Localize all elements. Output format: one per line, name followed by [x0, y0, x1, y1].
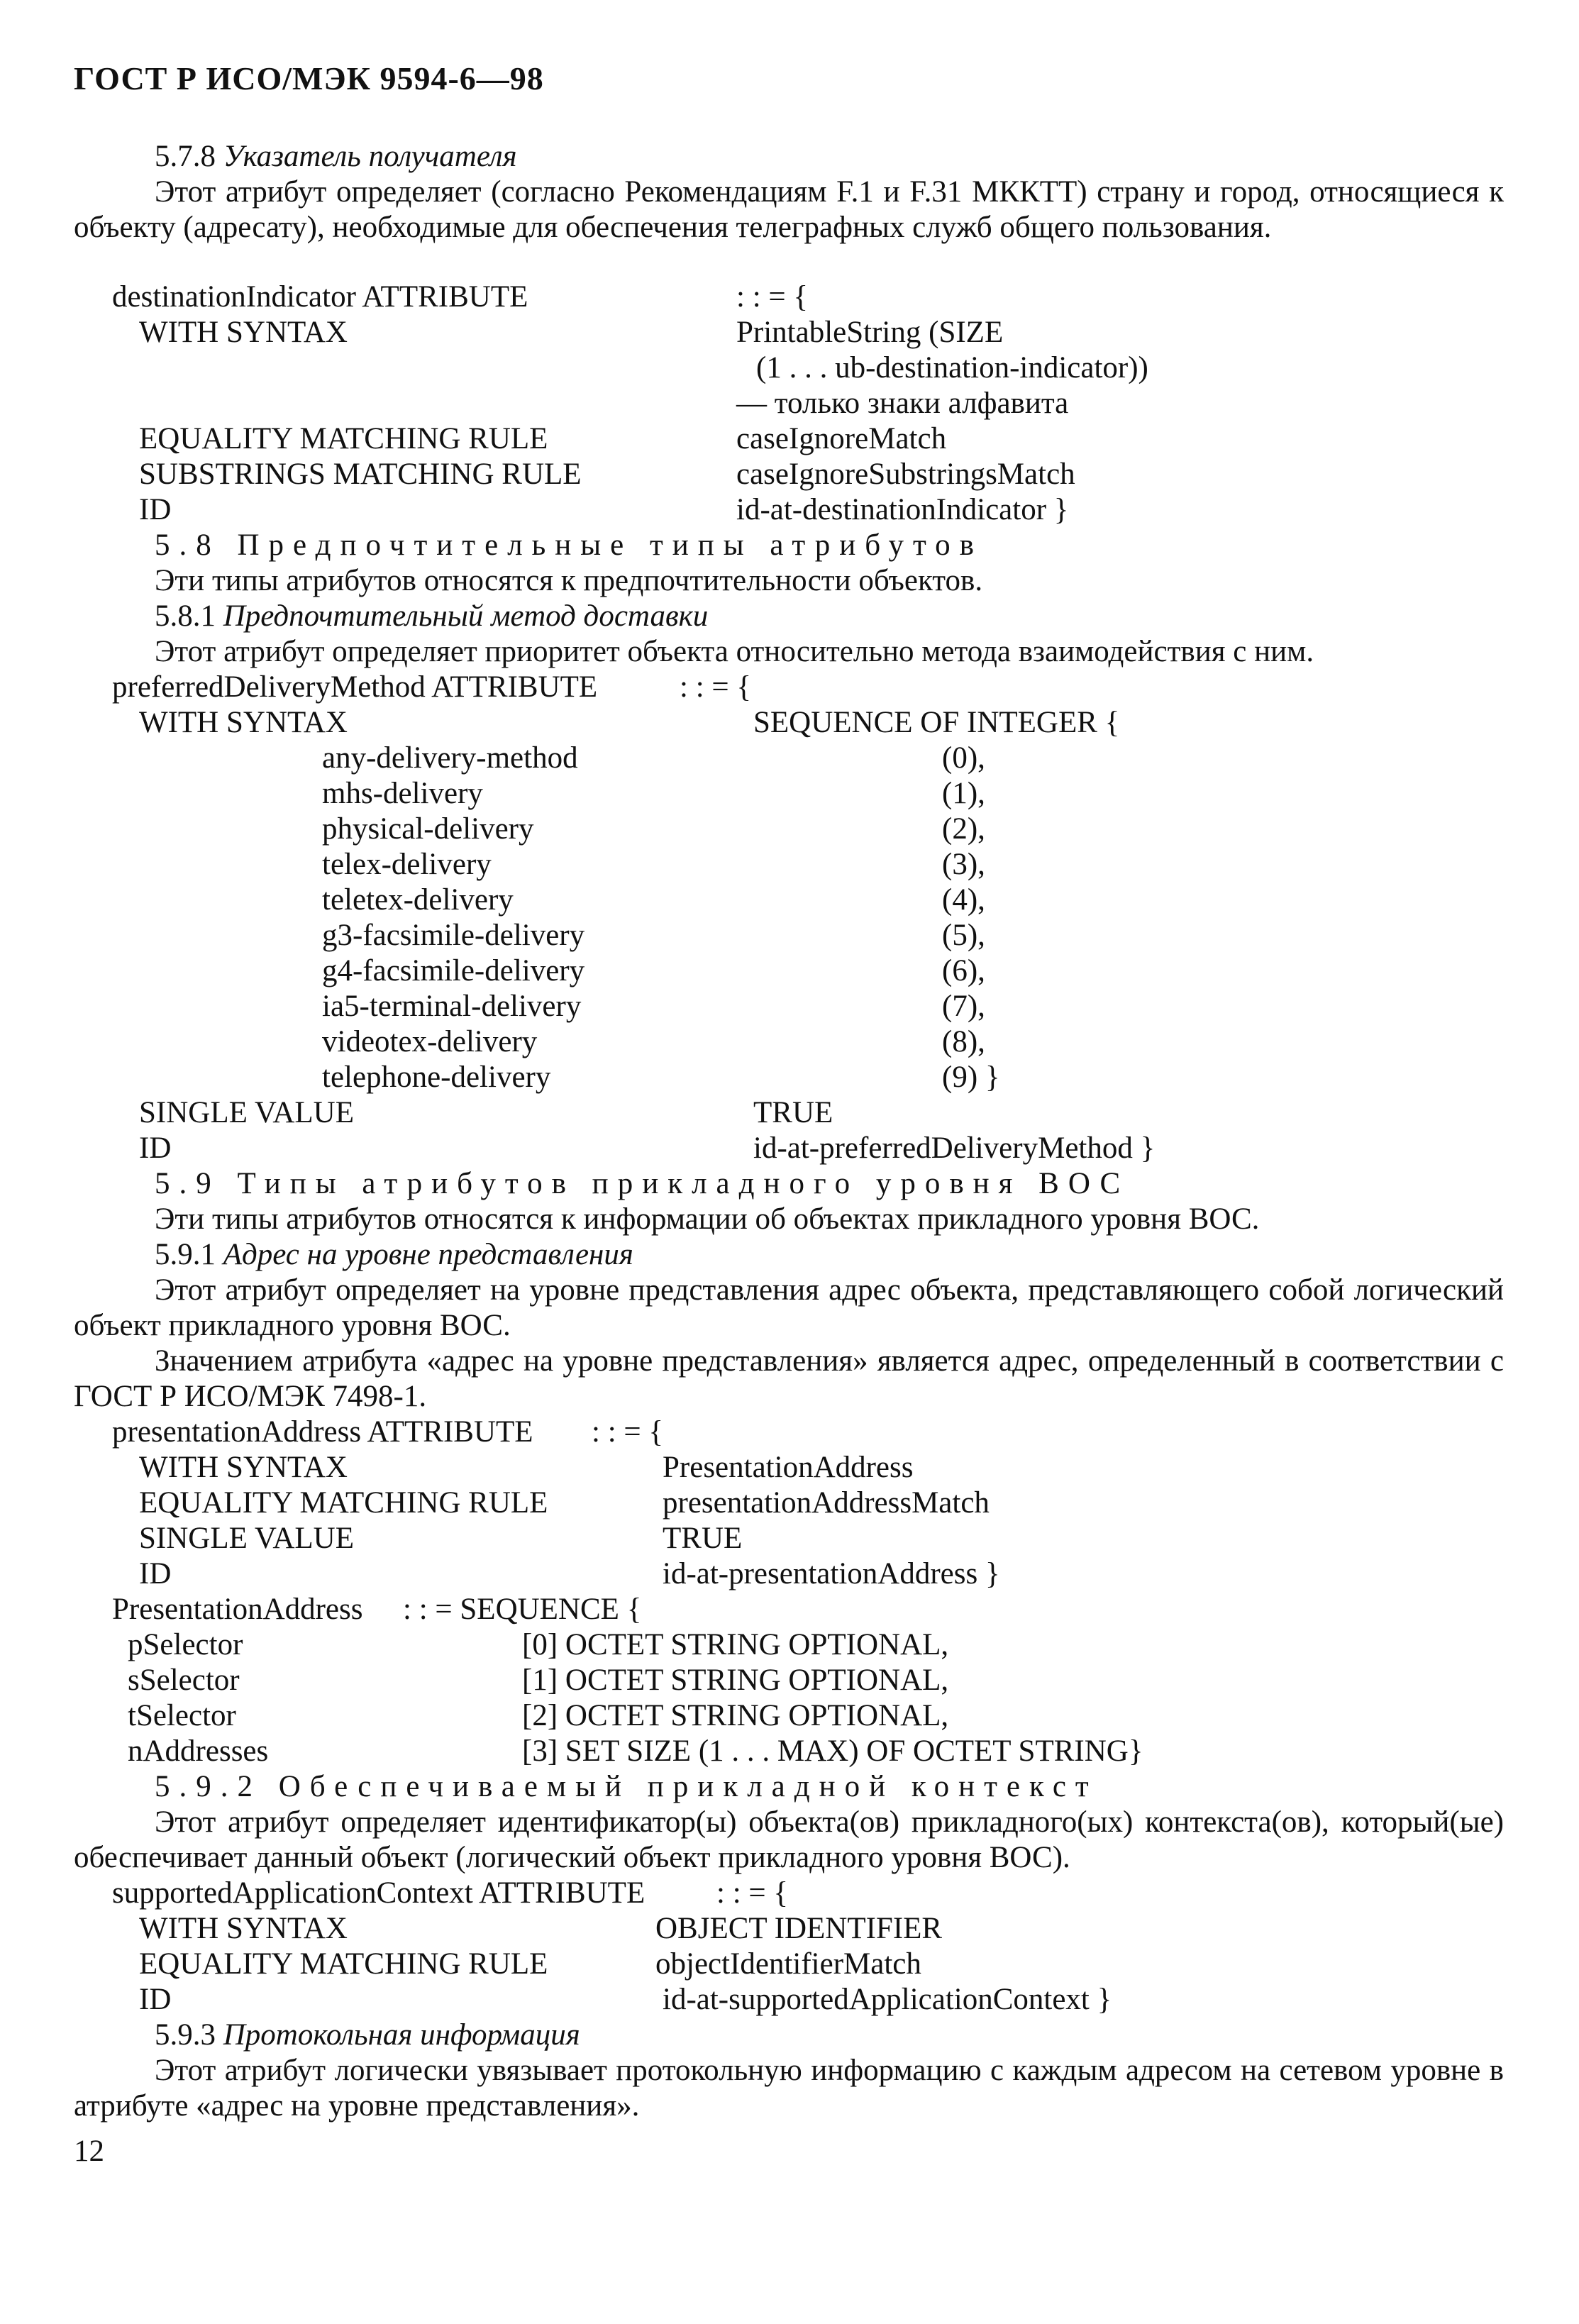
- paragraph-5-8-1: Этот атрибут определяет приоритет объекта относительно метода взаимодействия с ним.: [155, 635, 1314, 668]
- code-line: SINGLE VALUE: [139, 1522, 354, 1555]
- delivery-method-name: telex-delivery: [322, 848, 492, 881]
- paragraph-5-9-2: Этот атрибут определяет идентификатор(ы) объекта(ов) прикладного(ых) контекста(ов), который(ые) обеспечивает данный объект (логический объект прикладного уровня ВОС).: [74, 1805, 1504, 1874]
- code-line: ID: [139, 1557, 172, 1590]
- code-line: : : = SEQUENCE {: [403, 1593, 642, 1626]
- section-title: Указатель получателя: [223, 140, 517, 173]
- code-line: nAddresses: [128, 1734, 269, 1768]
- delivery-method-name: g4-facsimile-delivery: [322, 954, 585, 987]
- section-number: 5.9.1: [155, 1238, 223, 1271]
- code-line: — только знаки алфавита: [736, 387, 1069, 420]
- code-line: ID: [139, 1131, 172, 1165]
- delivery-method-value: (0),: [942, 741, 985, 775]
- section-heading-5-9-1: [155, 1237, 633, 1273]
- code-line: ID: [139, 1983, 172, 2016]
- delivery-method-value: (2),: [942, 812, 985, 846]
- code-line: id-at-supportedApplicationContext }: [663, 1983, 1112, 2016]
- code-line: SINGLE VALUE: [139, 1096, 354, 1129]
- code-line: [2] OCTET STRING OPTIONAL,: [522, 1699, 949, 1732]
- delivery-method-value: (1),: [942, 777, 985, 810]
- document-header: ГОСТ Р ИСО/МЭК 9594-6—98: [74, 60, 544, 96]
- code-line: pSelector: [128, 1628, 243, 1661]
- code-line: supportedApplicationContext ATTRIBUTE: [112, 1876, 646, 1910]
- code-line: presentationAddress ATTRIBUTE: [112, 1415, 533, 1449]
- delivery-method-name: g3-facsimile-delivery: [322, 919, 585, 952]
- delivery-method-name: any-delivery-method: [322, 741, 578, 775]
- delivery-method-value: (3),: [942, 848, 985, 881]
- delivery-method-name: telephone-delivery: [322, 1061, 551, 1094]
- code-line: ID: [139, 493, 172, 526]
- code-line: SUBSTRINGS MATCHING RULE: [139, 458, 582, 491]
- section-heading-5-7-8: [155, 139, 517, 175]
- delivery-method-value: (7),: [942, 990, 985, 1023]
- code-line: SEQUENCE OF INTEGER {: [753, 706, 1120, 739]
- code-line: : : = {: [680, 670, 752, 704]
- code-line: EQUALITY MATCHING RULE: [139, 1486, 548, 1520]
- code-line: [0] OCTET STRING OPTIONAL,: [522, 1628, 949, 1661]
- code-line: PrintableString (SIZE: [736, 316, 1004, 349]
- page-number: 12: [74, 2135, 104, 2168]
- code-line: preferredDeliveryMethod ATTRIBUTE: [112, 670, 598, 704]
- code-line: TRUE: [753, 1096, 833, 1129]
- paragraph-5-9: Эти типы атрибутов относятся к информации об объектах прикладного уровня ВОС.: [155, 1202, 1260, 1236]
- section-heading-5-9-2: 5.9.2 Обеспечиваемый прикладной контекст: [155, 1770, 1098, 1803]
- paragraph-5-9-1-b: Значением атрибута «адрес на уровне представления» является адрес, определенный в соответствии с ГОСТ Р ИСО/МЭК 7498-1.: [74, 1344, 1504, 1413]
- delivery-method-value: (9) }: [942, 1061, 1000, 1094]
- code-line: : : = {: [716, 1876, 789, 1910]
- delivery-method-name: teletex-delivery: [322, 883, 514, 917]
- code-line: WITH SYNTAX: [139, 706, 348, 739]
- code-line: id-at-presentationAddress }: [663, 1557, 1000, 1590]
- section-heading-5-8-1: [155, 599, 708, 634]
- code-line: [3] SET SIZE (1 . . . MAX) OF OCTET STRING}: [522, 1734, 1143, 1768]
- section-heading-5-9-3: [155, 2018, 580, 2053]
- delivery-method-name: mhs-delivery: [322, 777, 483, 810]
- code-line: tSelector: [128, 1699, 236, 1732]
- code-line: WITH SYNTAX: [139, 316, 348, 349]
- code-line: destinationIndicator ATTRIBUTE: [112, 280, 528, 314]
- paragraph-5-8: Эти типы атрибутов относятся к предпочтительности объектов.: [155, 564, 983, 597]
- delivery-method-name: physical-delivery: [322, 812, 534, 846]
- code-line: EQUALITY MATCHING RULE: [139, 1947, 548, 1981]
- code-line: WITH SYNTAX: [139, 1912, 348, 1945]
- section-heading-5-9: 5.9 Типы атрибутов прикладного уровня ВОС: [155, 1167, 1130, 1200]
- code-line: presentationAddressMatch: [663, 1486, 990, 1520]
- code-line: EQUALITY MATCHING RULE: [139, 422, 548, 455]
- section-heading-5-8: 5.8 Предпочтительные типы атрибутов: [155, 529, 983, 562]
- delivery-method-value: (6),: [942, 954, 985, 987]
- code-line: caseIgnoreSubstringsMatch: [736, 458, 1075, 491]
- code-line: id-at-destinationIndicator }: [736, 493, 1069, 526]
- section-title: Протокольная информация: [223, 2018, 580, 2052]
- delivery-method-name: videotex-delivery: [322, 1025, 538, 1058]
- section-title: Предпочтительный метод доставки: [223, 599, 709, 633]
- code-line: objectIdentifierMatch: [655, 1947, 921, 1981]
- section-number: 5.8.1: [155, 599, 223, 633]
- paragraph-5-7-8: Этот атрибут определяет (согласно Рекомендациям F.1 и F.31 МККТТ) страну и город, относящиеся к объекту (адресату), необходимые для обеспечения телеграфных служб общего пользования.: [74, 175, 1504, 244]
- code-line: id-at-preferredDeliveryMethod }: [753, 1131, 1156, 1165]
- paragraph-5-9-3: Этот атрибут логически увязывает протокольную информацию с каждым адресом на сетевом уровне в атрибуте «адрес на уровне представления».: [74, 2054, 1504, 2123]
- delivery-method-value: (4),: [942, 883, 985, 917]
- code-line: : : = {: [736, 280, 809, 314]
- delivery-method-value: (8),: [942, 1025, 985, 1058]
- code-line: sSelector: [128, 1664, 240, 1697]
- delivery-method-value: (5),: [942, 919, 985, 952]
- code-line: PresentationAddress: [112, 1593, 363, 1626]
- code-line: : : = {: [592, 1415, 664, 1449]
- code-line: TRUE: [663, 1522, 743, 1555]
- code-line: [1] OCTET STRING OPTIONAL,: [522, 1664, 949, 1697]
- code-line: WITH SYNTAX: [139, 1451, 348, 1484]
- code-line: OBJECT IDENTIFIER: [655, 1912, 943, 1945]
- section-title: Адрес на уровне представления: [223, 1238, 633, 1271]
- code-line: (1 . . . ub-destination-indicator)): [756, 351, 1148, 384]
- delivery-method-name: ia5-terminal-delivery: [322, 990, 582, 1023]
- section-number: 5.7.8: [155, 140, 223, 173]
- code-line: PresentationAddress: [663, 1451, 914, 1484]
- code-line: caseIgnoreMatch: [736, 422, 947, 455]
- paragraph-5-9-1-a: Этот атрибут определяет на уровне представления адрес объекта, представляющего собой логический объект прикладного уровня ВОС.: [74, 1273, 1504, 1342]
- section-number: 5.9.3: [155, 2018, 223, 2052]
